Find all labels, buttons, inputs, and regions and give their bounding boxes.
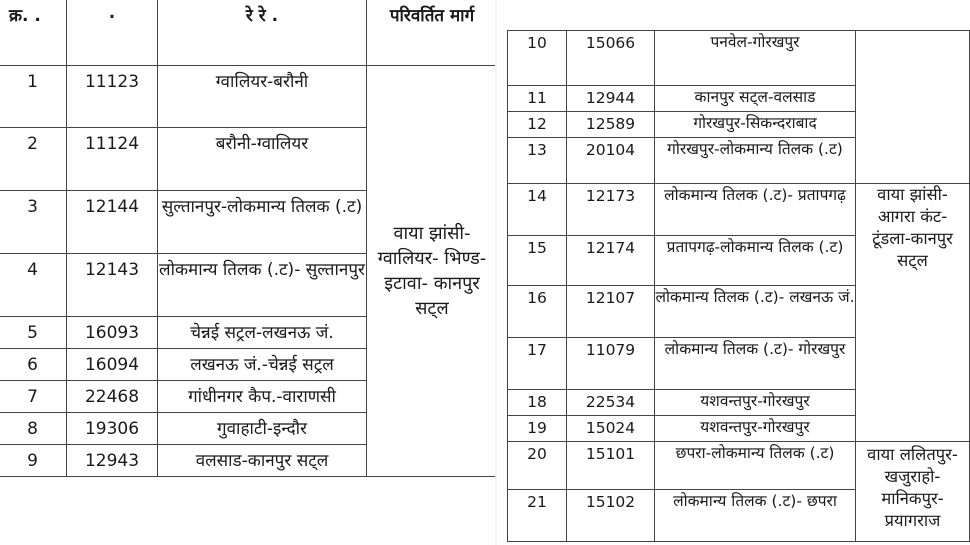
train-name-cell: चेन्नई सट्रल-लखनऊ जं.: [158, 317, 367, 349]
train-name-cell: गुवाहाटी-इन्दौर: [158, 413, 367, 445]
serial-cell: 13: [508, 138, 567, 184]
train-name-cell: गांधीनगर कैप.-वाराणसी: [158, 381, 367, 413]
serial-cell: 14: [508, 184, 567, 236]
header-train-name: रे रे .: [158, 0, 367, 66]
train-name-cell: प्रतापगढ़-लोकमान्य तिलक (.ट): [655, 236, 856, 286]
train-number-cell: 15101: [567, 442, 655, 490]
train-name-cell: लोकमान्य तिलक (.ट)- सुल्तानपुर: [158, 254, 367, 317]
diverted-trains-table-right: [507, 30, 970, 542]
table-row: [508, 184, 970, 236]
serial-cell: 21: [508, 490, 567, 542]
train-number-cell: 11124: [67, 128, 158, 191]
serial-cell: 11: [508, 86, 567, 112]
serial-cell: 10: [508, 31, 567, 86]
train-number-cell: 12107: [567, 286, 655, 338]
train-name-cell: लोकमान्य तिलक (.ट)- छपरा: [655, 490, 856, 542]
train-number-cell: 12943: [67, 445, 158, 477]
serial-cell: 17: [508, 338, 567, 390]
train-name-cell: लखनऊ जं.-चेन्नई सट्रल: [158, 349, 367, 381]
train-name-cell: लोकमान्य तिलक (.ट)- लखनऊ जं.: [655, 286, 856, 338]
table-row: [0, 66, 498, 128]
header-diverted-route: परिवर्तित मार्ग: [367, 0, 498, 66]
header-train-number: .: [67, 0, 158, 66]
train-name-cell: लोकमान्य तिलक (.ट)- गोरखपुर: [655, 338, 856, 390]
train-number-cell: 11079: [567, 338, 655, 390]
serial-cell: 18: [508, 390, 567, 416]
train-number-cell: 12173: [567, 184, 655, 236]
train-number-cell: 12174: [567, 236, 655, 286]
train-number-cell: 12589: [567, 112, 655, 138]
serial-cell: 15: [508, 236, 567, 286]
serial-cell: 20: [508, 442, 567, 490]
train-number-cell: 11123: [67, 66, 158, 128]
serial-cell: 8: [0, 413, 67, 445]
train-name-cell: यशवन्तपुर-गोरखपुर: [655, 390, 856, 416]
serial-cell: 16: [508, 286, 567, 338]
train-name-cell: कानपुर सट्ल-वलसाड: [655, 86, 856, 112]
diverted-trains-table-left: [0, 0, 498, 477]
train-name-cell: बरौनी-ग्वालियर: [158, 128, 367, 191]
train-number-cell: 22534: [567, 390, 655, 416]
train-name-cell: ग्वालियर-बरौनी: [158, 66, 367, 128]
serial-cell: 3: [0, 191, 67, 254]
right-table-panel: [497, 0, 970, 545]
train-number-cell: 20104: [567, 138, 655, 184]
serial-cell: 2: [0, 128, 67, 191]
train-name-cell: सुल्तानपुर-लोकमान्य तिलक (.ट): [158, 191, 367, 254]
empty-route-cell: [856, 31, 970, 184]
serial-cell: 12: [508, 112, 567, 138]
train-name-cell: लोकमान्य तिलक (.ट)- प्रतापगढ़: [655, 184, 856, 236]
diverted-route-agra-cell: वाया झांसी- आगरा कंट- टूंडला-कानपुर सट्ल: [856, 184, 970, 442]
train-number-cell: 15102: [567, 490, 655, 542]
train-number-cell: 16094: [67, 349, 158, 381]
header-serial: क्र. .: [0, 0, 67, 66]
table-row: [508, 31, 970, 86]
train-number-cell: 16093: [67, 317, 158, 349]
serial-cell: 5: [0, 317, 67, 349]
serial-cell: 9: [0, 445, 67, 477]
train-number-cell: 22468: [67, 381, 158, 413]
train-name-cell: पनवेल-गोरखपुर: [655, 31, 856, 86]
train-name-cell: गोरखपुर-सिकन्दराबाद: [655, 112, 856, 138]
train-number-cell: 15024: [567, 416, 655, 442]
serial-cell: 7: [0, 381, 67, 413]
train-number-cell: 15066: [567, 31, 655, 86]
serial-cell: 19: [508, 416, 567, 442]
serial-cell: 4: [0, 254, 67, 317]
train-name-cell: छपरा-लोकमान्य तिलक (.ट): [655, 442, 856, 490]
table-header-row: [0, 0, 498, 66]
diverted-route-lalitpur-cell: वाया ललितपुर- खजुराहो- मानिकपुर- प्रयागराज: [856, 442, 970, 542]
serial-cell: 1: [0, 66, 67, 128]
train-name-cell: यशवन्तपुर-गोरखपुर: [655, 416, 856, 442]
serial-cell: 6: [0, 349, 67, 381]
train-name-cell: वलसाड-कानपुर सट्ल: [158, 445, 367, 477]
table-row: [508, 442, 970, 490]
train-number-cell: 12944: [567, 86, 655, 112]
diverted-route-cell: वाया झांसी- ग्वालियर- भिण्ड-इटावा- कानपुर सट्ल: [367, 66, 498, 477]
train-number-cell: 19306: [67, 413, 158, 445]
train-name-cell: गोरखपुर-लोकमान्य तिलक (.ट): [655, 138, 856, 184]
train-number-cell: 12143: [67, 254, 158, 317]
train-number-cell: 12144: [67, 191, 158, 254]
